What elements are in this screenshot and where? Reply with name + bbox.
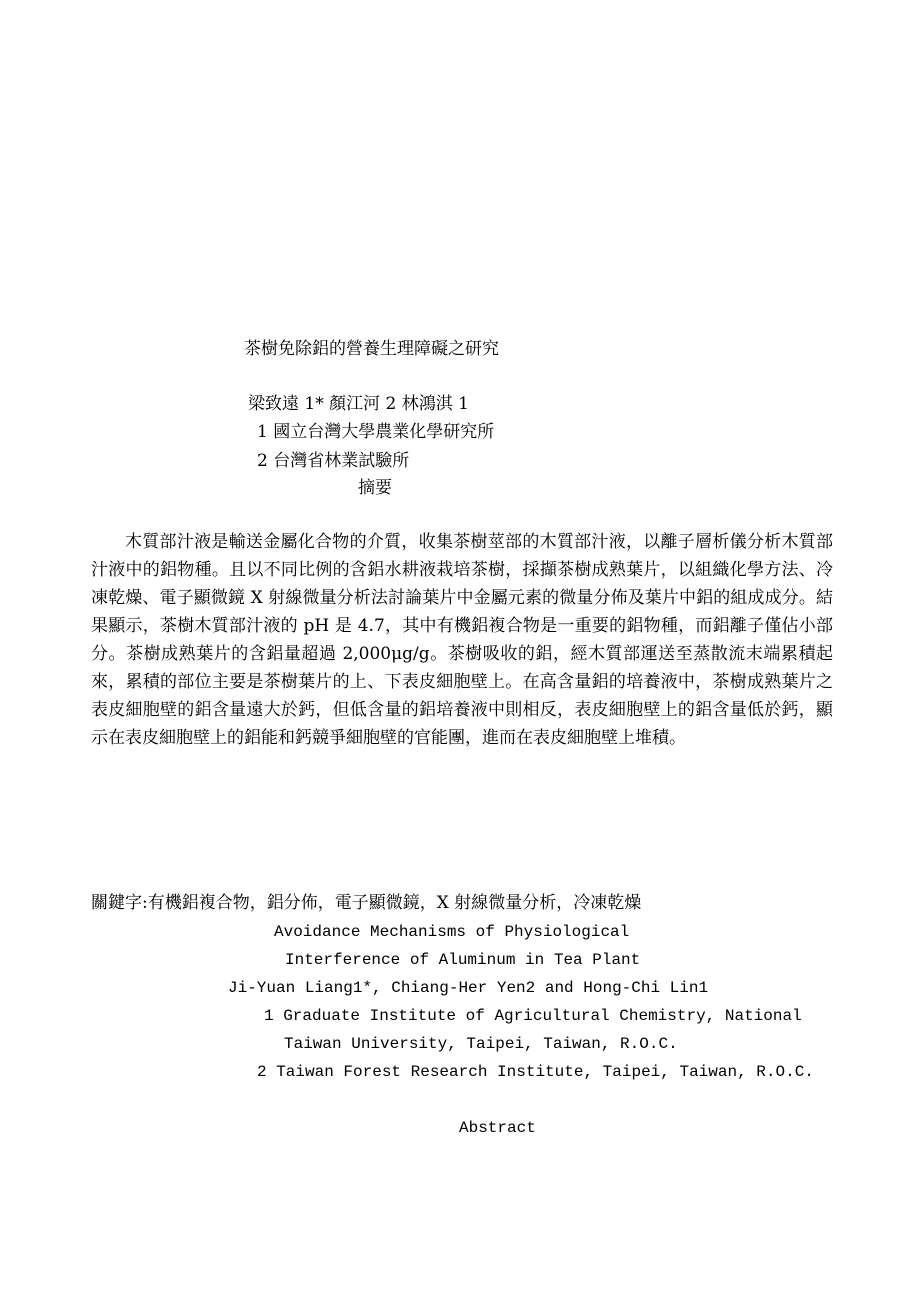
chinese-abstract-heading: 摘要	[358, 478, 392, 498]
chinese-affiliation-2: 2 台灣省林業試驗所	[257, 451, 410, 471]
chinese-authors: 梁致遠 1* 顏江河 2 林鴻淇 1	[248, 394, 469, 414]
chinese-affiliation-1: 1 國立台灣大學農業化學研究所	[257, 422, 495, 442]
english-title-line-2: Interference of Aluminum in Tea Plant	[285, 951, 641, 969]
english-authors: Ji-Yuan Liang1*, Chiang-Her Yen2 and Hong-Chi Lin1	[228, 979, 709, 997]
chinese-keywords: 關鍵字:有機鋁複合物，鋁分佈，電子顯微鏡，X 射線微量分析，冷凍乾燥	[91, 893, 642, 913]
english-affiliation-1-line-1: 1 Graduate Institute of Agricultural Chemistry, National	[264, 1007, 802, 1025]
english-affiliation-1-line-2: Taiwan University, Taipei, Taiwan, R.O.C.	[284, 1035, 678, 1053]
chinese-abstract-body: 木質部汁液是輸送金屬化合物的介質，收集茶樹莖部的木質部汁液，以離子層析儀分析木質部汁液中的鋁物種。且以不同比例的含鋁水耕液栽培茶樹，採擷茶樹成熟葉片，以組織化學方法、冷凍乾燥、電子顯微鏡 X 射線微量分析法討論葉片中金屬元素的微量分佈及葉片中鋁的組成成分。結果顯示，茶樹木質部汁液的 pH 是 4.7，其中有機鋁複合物是一重要的鋁物種，而鋁離子僅佔小部分。茶樹成熟葉片的含鋁量超過 2,000μg/g。茶樹吸收的鋁，經木質部運送至蒸散流末端累積起來，累積的部位主要是茶樹葉片的上、下表皮細胞壁上。在高含量鋁的培養液中，茶樹成熟葉片之表皮細胞壁的鋁含量遠大於鈣，但低含量的鋁培養液中則相反，表皮細胞壁上的鋁含量低於鈣，顯示在表皮細胞壁上的鋁能和鈣競爭細胞壁的官能團，進而在表皮細胞壁上堆積。	[91, 532, 833, 748]
english-title-line-1: Avoidance Mechanisms of Physiological	[274, 923, 630, 941]
english-abstract-heading: Abstract	[459, 1119, 536, 1137]
english-affiliation-2: 2 Taiwan Forest Research Institute, Taipei, Taiwan, R.O.C.	[257, 1063, 814, 1081]
chinese-title: 茶樹免除鋁的營養生理障礙之研究	[244, 339, 499, 359]
